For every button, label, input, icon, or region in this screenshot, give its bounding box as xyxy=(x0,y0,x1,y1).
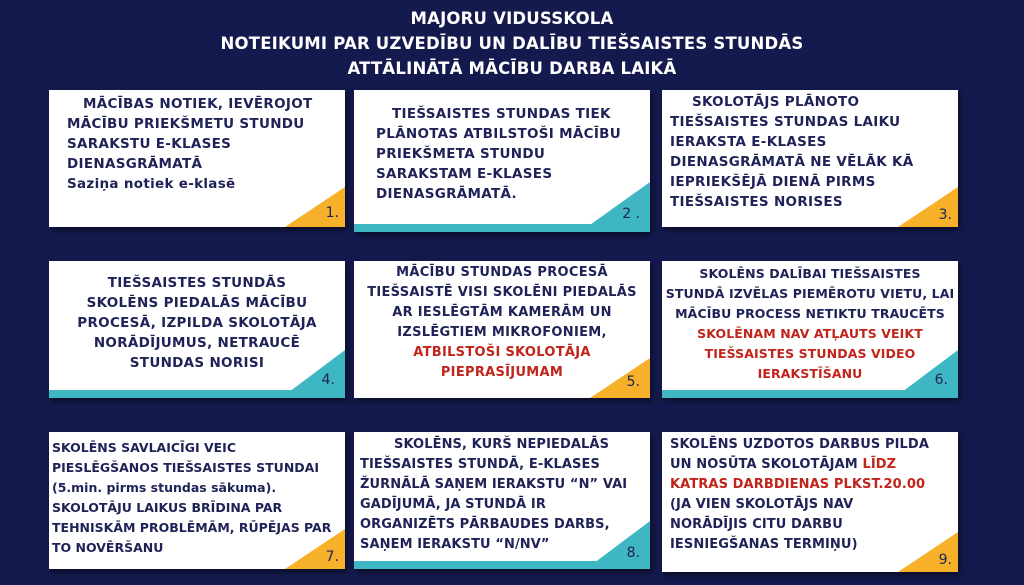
rule-4-line-2: SKOLĒNS PIEDALĀS MĀCĪBU xyxy=(86,295,308,311)
rule-4-line-4: NORĀDĪJUMUS, NETRAUCĒ xyxy=(93,335,301,351)
rules-title: NOTEIKUMI PAR UZVEDĪBU UN DALĪBU TIEŠSAISTES STUNDĀS xyxy=(220,34,804,53)
rule-card-9 xyxy=(662,432,958,572)
rule-4-line-3: PROCESĀ, IZPILDA SKOLOTĀJA xyxy=(77,315,317,331)
rule-5-line-4: IZSLĒGTIEM MIKROFONIEM, xyxy=(397,325,607,340)
rule-7-number: 7. xyxy=(325,549,339,565)
school-name: MAJORU VIDUSSKOLA xyxy=(410,9,614,28)
rule-9-line-3: KATRAS DARBDIENAS PLKST.20.00 xyxy=(670,477,926,492)
rule-6-line-6: IERAKSTĪŠANU xyxy=(757,366,863,381)
rule-7-line-3: SKOLOTĀJU LAIKUS BRĪDINA PAR xyxy=(52,500,283,515)
rule-3-line-2: TIEŠSAISTES STUNDAS LAIKU xyxy=(670,114,901,130)
rules-subtitle: ATTĀLINĀTĀ MĀCĪBU DARBA LAIKĀ xyxy=(347,59,677,78)
rule-3-line-1: SKOLOTĀJS PLĀNOTO xyxy=(692,94,860,110)
rule-card-5 xyxy=(354,261,650,398)
rule-1-line-5: Saziņa notiek e-klasē xyxy=(67,176,236,192)
rule-1-line-4: DIENASGRĀMATĀ xyxy=(67,156,203,172)
rule-8-line-1: SKOLĒNS, KURŠ NEPIEDALĀS xyxy=(394,437,610,452)
rule-5-line-6: PIEPRASĪJUMAM xyxy=(440,365,564,380)
rule-9-line-1: SKOLĒNS UZDOTOS DARBUS PILDA xyxy=(670,437,929,452)
rule-3-line-6: TIEŠSAISTES NORISES xyxy=(670,194,843,210)
rule-3-number: 3. xyxy=(938,207,952,223)
rule-card-3 xyxy=(662,90,958,227)
rule-7-line-1: SKOLĒNS SAVLAICĪGI VEIC PIESLĒGŠANOS TIEŠSAISTES STUNDAI xyxy=(52,440,319,475)
rule-2-line-3: PRIEKŠMETA STUNDU xyxy=(376,146,546,162)
rule-6-number: 6. xyxy=(934,372,948,388)
rule-6-line-1: SKOLĒNS DALĪBAI TIEŠSAISTES xyxy=(699,266,921,281)
rule-9-number: 9. xyxy=(938,552,952,568)
rule-4-line-5: STUNDAS NORISI xyxy=(129,355,265,371)
rule-card-8 xyxy=(354,432,650,569)
rule-7-line-2: (5.min. pirms stundas sākuma). xyxy=(52,480,277,495)
rule-2-number: 2 . xyxy=(622,206,640,222)
rule-3-line-3: IERAKSTA E-KLASES xyxy=(670,134,827,150)
rule-5-line-3: AR IESLĒGTĀM KAMERĀM UN xyxy=(392,305,612,320)
rule-8-number: 8. xyxy=(626,545,640,561)
rule-card-2 xyxy=(354,90,650,232)
rule-7-line-4: TEHNISKĀM PROBLĒMĀM, RŪPĒJAS PAR xyxy=(52,520,332,535)
rule-6-line-5: TIEŠSAISTES STUNDAS VIDEO xyxy=(704,346,916,361)
rule-3-line-5: IEPRIEKŠĒJĀ DIENĀ PIRMS xyxy=(670,174,876,190)
rule-card-1 xyxy=(49,90,345,227)
rule-card-6 xyxy=(662,261,958,398)
rule-4-number: 4. xyxy=(321,372,335,388)
rule-6-line-2: STUNDĀ IZVĒLAS PIEMĒROTU VIETU, LAI xyxy=(665,286,955,301)
rule-card-4 xyxy=(49,261,345,398)
rule-8-line-4: GADĪJUMĀ, JA STUNDĀ IR xyxy=(360,497,546,512)
rule-9-line-5: NORĀDĪJIS CITU DARBU xyxy=(670,517,843,532)
rule-9-line-4: (JA VIEN SKOLOTĀJS NAV xyxy=(670,497,854,512)
rule-9-deadline-word: LĪDZ xyxy=(862,457,897,472)
rule-2-line-2: PLĀNOTAS ATBILSTOŠI MĀCĪBU xyxy=(376,126,621,142)
rule-5-line-2: TIEŠSAISTĒ VISI SKOLĒNI PIEDALĀS xyxy=(367,285,637,300)
rule-5-number: 5. xyxy=(626,374,640,390)
rule-6-line-4: SKOLĒNAM NAV ATĻAUTS VEIKT xyxy=(697,326,923,341)
rule-8-line-3: ŽURNĀLĀ SAŅEM IERAKSTU “N” VAI xyxy=(360,477,628,492)
rule-card-7 xyxy=(49,432,345,569)
rule-3-line-4: DIENASGRĀMATĀ NE VĒLĀK KĀ xyxy=(670,154,914,170)
rule-7-line-5: TO NOVĒRŠANU xyxy=(52,540,164,555)
rule-2-line-1: TIEŠSAISTES STUNDAS TIEK xyxy=(392,106,611,122)
rule-9-line-6: IESNIEGŠANAS TERMIŅU) xyxy=(670,537,858,552)
rule-5-line-5: ATBILSTOŠI SKOLOTĀJA xyxy=(413,345,591,360)
rule-8-line-2: TIEŠSAISTES STUNDĀ, E-KLASES xyxy=(360,457,600,472)
rule-6-line-3: MĀCĪBU PROCESS NETIKTU TRAUCĒTS xyxy=(675,306,945,321)
page-header xyxy=(0,6,1024,81)
rule-1-line-1: MĀCĪBAS NOTIEK, IEVĒROJOT xyxy=(83,96,313,112)
rule-2-line-5: DIENASGRĀMATĀ. xyxy=(376,186,517,202)
rule-5-line-1: MĀCĪBU STUNDAS PROCESĀ xyxy=(396,265,608,280)
rule-2-line-4: SARAKSTAM E-KLASES xyxy=(376,166,553,182)
rule-4-line-1: TIEŠSAISTES STUNDĀS xyxy=(107,275,287,291)
rule-8-line-5: ORGANIZĒTS PĀRBAUDES DARBS, xyxy=(360,517,610,532)
rule-1-line-3: SARAKSTU E-KLASES xyxy=(67,136,232,152)
rule-9-line-2: UN NOSŪTA SKOLOTĀJAM xyxy=(670,457,858,472)
rule-1-line-2: MĀCĪBU PRIEKŠMETU STUNDU xyxy=(67,116,305,132)
rule-8-line-6: SAŅEM IERAKSTU “N/NV” xyxy=(360,537,550,552)
rule-1-number: 1. xyxy=(325,205,339,221)
